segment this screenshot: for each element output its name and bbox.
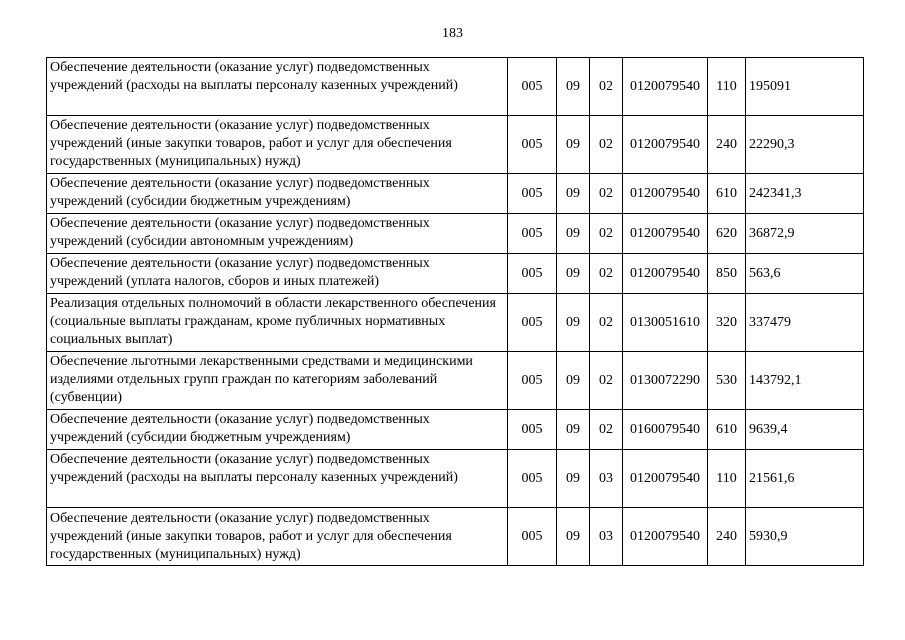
target-article-cell: 0120079540 (623, 450, 708, 508)
section-code-cell: 09 (557, 58, 590, 116)
subsection-code-cell: 02 (590, 174, 623, 214)
ministry-code-cell: 005 (508, 116, 557, 174)
target-article-cell: 0120079540 (623, 508, 708, 566)
amount-cell: 36872,9 (746, 214, 864, 254)
table-row (47, 352, 864, 410)
expense-type-cell: 850 (708, 254, 746, 294)
expense-type-cell: 610 (708, 410, 746, 450)
table-row (47, 214, 864, 254)
ministry-code-cell: 005 (508, 174, 557, 214)
table-row (47, 254, 864, 294)
subsection-code-cell: 02 (590, 352, 623, 410)
expense-type-cell: 610 (708, 174, 746, 214)
table-row (47, 508, 864, 566)
table-row (47, 450, 864, 508)
target-article-cell: 0120079540 (623, 254, 708, 294)
ministry-code-cell: 005 (508, 352, 557, 410)
ministry-code-cell: 005 (508, 294, 557, 352)
subsection-code-cell: 02 (590, 58, 623, 116)
expense-type-cell: 110 (708, 58, 746, 116)
description-cell: Обеспечение деятельности (оказание услуг) подведомственных учреждений (расходы на выплаты персоналу казенных учреждений) (47, 450, 508, 508)
amount-cell: 195091 (746, 58, 864, 116)
amount-cell: 5930,9 (746, 508, 864, 566)
expense-type-cell: 320 (708, 294, 746, 352)
page-number: 183 (442, 26, 463, 41)
target-article-cell: 0120079540 (623, 116, 708, 174)
description-cell: Обеспечение деятельности (оказание услуг) подведомственных учреждений (уплата налогов, сборов и иных платежей) (47, 254, 508, 294)
section-code-cell: 09 (557, 214, 590, 254)
table-row (47, 410, 864, 450)
description-cell: Обеспечение деятельности (оказание услуг) подведомственных учреждений (субсидии автономным учреждениям) (47, 214, 508, 254)
amount-cell: 22290,3 (746, 116, 864, 174)
description-cell: Обеспечение деятельности (оказание услуг) подведомственных учреждений (иные закупки товаров, работ и услуг для обеспечения государственных (муниципальных) нужд) (47, 508, 508, 566)
amount-cell: 21561,6 (746, 450, 864, 508)
ministry-code-cell: 005 (508, 214, 557, 254)
description-cell: Обеспечение льготными лекарственными средствами и медицинскими изделиями отдельных групп граждан по категориям заболеваний (субвенции) (47, 352, 508, 410)
subsection-code-cell: 03 (590, 450, 623, 508)
amount-cell: 143792,1 (746, 352, 864, 410)
description-cell: Обеспечение деятельности (оказание услуг) подведомственных учреждений (субсидии бюджетным учреждениям) (47, 174, 508, 214)
ministry-code-cell: 005 (508, 254, 557, 294)
target-article-cell: 0120079540 (623, 58, 708, 116)
amount-cell: 563,6 (746, 254, 864, 294)
description-cell: Обеспечение деятельности (оказание услуг) подведомственных учреждений (расходы на выплаты персоналу казенных учреждений) (47, 58, 508, 116)
table-row (47, 174, 864, 214)
expense-type-cell: 620 (708, 214, 746, 254)
table-row (47, 58, 864, 116)
subsection-code-cell: 02 (590, 294, 623, 352)
section-code-cell: 09 (557, 174, 590, 214)
target-article-cell: 0120079540 (623, 174, 708, 214)
ministry-code-cell: 005 (508, 410, 557, 450)
description-cell: Обеспечение деятельности (оказание услуг) подведомственных учреждений (субсидии бюджетным учреждениям) (47, 410, 508, 450)
expense-type-cell: 530 (708, 352, 746, 410)
subsection-code-cell: 02 (590, 410, 623, 450)
section-code-cell: 09 (557, 508, 590, 566)
target-article-cell: 0130072290 (623, 352, 708, 410)
budget-table (46, 57, 864, 566)
section-code-cell: 09 (557, 352, 590, 410)
subsection-code-cell: 02 (590, 214, 623, 254)
section-code-cell: 09 (557, 294, 590, 352)
description-cell: Реализация отдельных полномочий в области лекарственного обеспечения (социальные выплаты гражданам, кроме публичных нормативных социальных выплат) (47, 294, 508, 352)
ministry-code-cell: 005 (508, 508, 557, 566)
target-article-cell: 0160079540 (623, 410, 708, 450)
target-article-cell: 0130051610 (623, 294, 708, 352)
subsection-code-cell: 03 (590, 508, 623, 566)
ministry-code-cell: 005 (508, 58, 557, 116)
amount-cell: 337479 (746, 294, 864, 352)
section-code-cell: 09 (557, 450, 590, 508)
subsection-code-cell: 02 (590, 116, 623, 174)
expense-type-cell: 240 (708, 508, 746, 566)
target-article-cell: 0120079540 (623, 214, 708, 254)
description-cell: Обеспечение деятельности (оказание услуг) подведомственных учреждений (иные закупки товаров, работ и услуг для обеспечения государственных (муниципальных) нужд) (47, 116, 508, 174)
section-code-cell: 09 (557, 410, 590, 450)
subsection-code-cell: 02 (590, 254, 623, 294)
section-code-cell: 09 (557, 254, 590, 294)
expense-type-cell: 110 (708, 450, 746, 508)
table-row (47, 294, 864, 352)
expense-type-cell: 240 (708, 116, 746, 174)
amount-cell: 242341,3 (746, 174, 864, 214)
table-row (47, 116, 864, 174)
ministry-code-cell: 005 (508, 450, 557, 508)
amount-cell: 9639,4 (746, 410, 864, 450)
section-code-cell: 09 (557, 116, 590, 174)
